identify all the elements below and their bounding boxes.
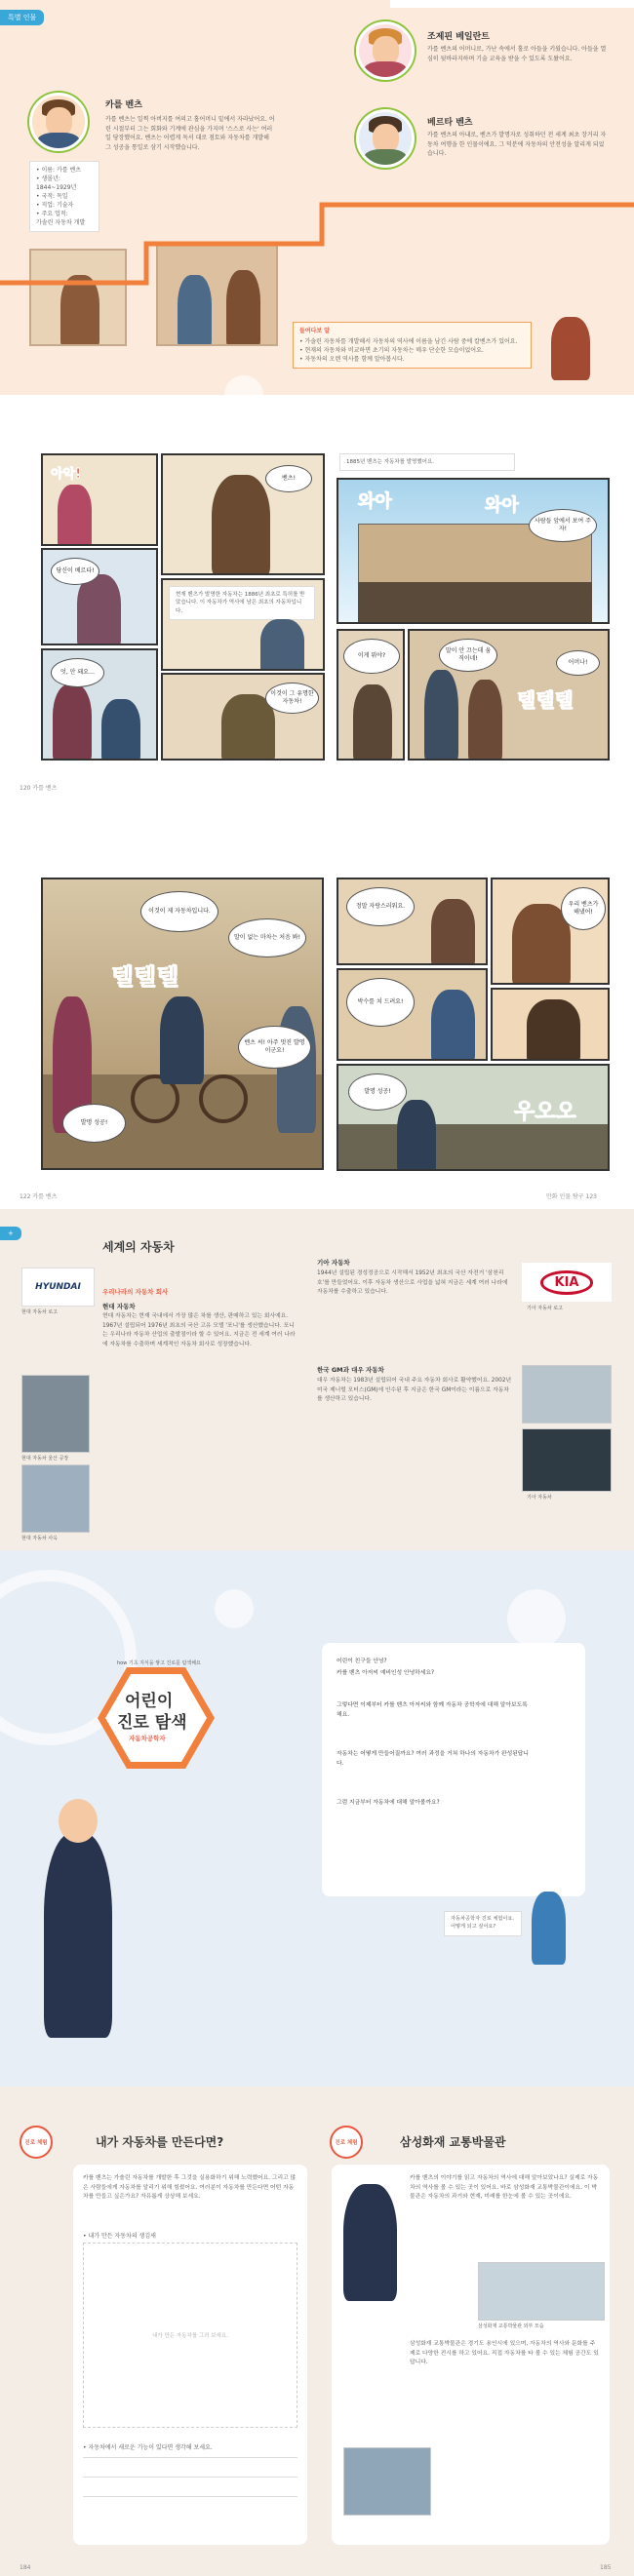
sfx-text: 텔텔텔 xyxy=(111,963,179,991)
museum-photo xyxy=(343,2447,431,2516)
dialog-line: 자동차는 어떻게 만들어질까요? 여러 과정을 거쳐 하나의 자동차가 완성된답니다. xyxy=(337,1751,530,1767)
kia-logo xyxy=(522,1263,612,1302)
comic-panel xyxy=(41,648,158,761)
comic-panel xyxy=(491,988,610,1061)
figure xyxy=(260,619,304,671)
car-wheel xyxy=(199,1074,248,1123)
speech-balloon: 이것이 그 유명한 자동차! xyxy=(265,683,319,714)
activity-intro: 카를 벤츠는 가솔린 자동차를 개발한 후 그것을 실용화하기 위해 노력했어요. 그리고 많은 사람들에게 자동차를 알리기 위해 힘썼어요. 여러분이 자동차를 만든다면 어떤 자동차를 만들고 싶은가요? 자유롭게 상상해 보세요. xyxy=(83,2175,297,2201)
speech-balloon: 말이 없는 마차는 처음 봐! xyxy=(228,918,306,957)
summary-box xyxy=(293,322,532,369)
speech-balloon: 사람들 앞에서 보여 주자! xyxy=(529,509,597,542)
figure xyxy=(397,1100,436,1171)
page-number: 120 카를 벤츠 xyxy=(20,785,58,792)
figure xyxy=(212,475,270,575)
dialog-card xyxy=(322,1643,585,1896)
benz-mini-figure xyxy=(551,317,590,380)
summary-title: 들여다보 알 xyxy=(299,328,331,334)
drawing-placeholder: 내가 만든 자동차를 그려 보세요. xyxy=(152,2333,228,2339)
comic-page-1 xyxy=(0,395,634,800)
activity-card xyxy=(73,2165,307,2545)
car-photo xyxy=(522,1428,612,1492)
answer-line[interactable] xyxy=(83,2477,297,2478)
section-tab: 특별 인물 xyxy=(0,10,44,25)
crowd xyxy=(338,1124,610,1171)
comic-panel xyxy=(161,453,325,575)
speech-balloon: 어머나! xyxy=(556,650,600,676)
photo-caption: 삼성화재 교통박물관 외부 모습 xyxy=(478,2323,544,2329)
comic-panel xyxy=(337,968,488,1061)
sfx-text: 텔텔텔 xyxy=(517,688,574,712)
subheading: 기아 자동차 xyxy=(317,1259,350,1267)
museum-card xyxy=(332,2165,610,2545)
fact: • 직업: 기술자 xyxy=(36,202,74,209)
figure xyxy=(101,699,140,761)
fact: • 국적: 독일 xyxy=(36,193,68,200)
speech-balloon: 이게 뭐야? xyxy=(343,639,400,674)
answer-line[interactable] xyxy=(83,2457,297,2458)
photo-caption: 현대 자동차 사옥 xyxy=(21,1536,58,1542)
speech-balloon: 정말 자랑스러워요. xyxy=(346,887,415,926)
hyundai-logo xyxy=(21,1268,95,1307)
body-text: 현대 자동차는 현재 국내에서 가장 많은 차를 생산, 판매하고 있는 회사예요. 1967년 설립되어 1976년 최초의 국산 고유 모델 '포니'를 생산했습니다. 포니는 우리나라 자동차 산업의 출발점이라 할 수 있어요. 지금은 전 세계 여러 나라에 자동차를 수출하며 세계적인 자동차 회사로 성장했습니다. xyxy=(102,1313,296,1347)
dialog-line: 카를 벤츠 아저씨 예비인성 안녕하세요? xyxy=(337,1670,435,1676)
sfx-text: 와아 xyxy=(358,491,392,512)
page-number-right: 만화 인물 탐구 123 xyxy=(546,1193,597,1200)
mother-portrait xyxy=(356,21,415,80)
museum-text: 삼성화재 교통박물관은 경기도 용인시에 있으며, 자동차의 역사와 문화를 주제로 다양한 전시를 하고 있어요. 직접 자동차를 타 볼 수 있는 체험 공간도 있답니다. xyxy=(410,2341,599,2366)
car-photo xyxy=(522,1365,612,1424)
hyundai-logo-text: HYUNDAI xyxy=(35,1282,81,1292)
comic-page-2 xyxy=(0,800,634,1209)
comic-panel xyxy=(337,478,610,624)
body xyxy=(364,149,406,168)
speech-balloon: 발명 성공! xyxy=(348,1073,407,1111)
figure xyxy=(53,684,92,761)
mother-description: 카를 벤츠의 어머니로, 가난 속에서 홀로 아들을 키웠습니다. 아들을 열심히 뒷바라지하며 기술 교육을 받을 수 있도록 도왔어요. xyxy=(427,46,607,62)
speech-balloon: 벤츠! xyxy=(265,465,312,492)
decor-circle xyxy=(215,1589,254,1628)
summary-line: • 현재의 자동차와 비교하면 초기의 자동차는 매우 단순한 모습이었어요. xyxy=(299,347,484,354)
benz-head xyxy=(59,1799,98,1843)
benz-figure xyxy=(44,1833,112,2038)
factory-photo xyxy=(21,1375,90,1453)
fact: • 주요 업적: xyxy=(36,211,68,217)
decor-strip xyxy=(390,0,634,8)
speech-balloon: 발명 성공! xyxy=(62,1104,126,1143)
speech-balloon: 엇, 안 돼요… xyxy=(51,658,104,687)
body xyxy=(364,61,406,80)
speech-balloon: 우리 벤츠가 해냈어! xyxy=(561,887,606,930)
sfx-text: 와아 xyxy=(485,495,519,516)
speech-balloon: 벤츠 씨! 아주 멋진 발명이군요! xyxy=(238,1026,311,1069)
comic-panel xyxy=(41,548,158,645)
building-photo xyxy=(21,1464,90,1533)
comic-panel xyxy=(337,878,488,965)
speech-balloon: 박수를 쳐 드려요! xyxy=(346,978,415,1027)
career-subtitle: 자동차공학자 xyxy=(129,1735,166,1742)
page-number-right: 185 xyxy=(600,2564,612,2571)
decor-circle xyxy=(224,375,263,395)
career-exploration-page xyxy=(0,1550,634,2087)
page-number-left: 184 xyxy=(20,2564,31,2571)
comic-panel xyxy=(41,453,158,546)
photo-caption: 기아 자동차 xyxy=(527,1495,552,1501)
subheading: 현대 자동차 xyxy=(102,1303,136,1310)
figure xyxy=(353,684,392,761)
activity-badge: 진로 체험 xyxy=(330,2126,363,2159)
summary-line: • 자동차의 오랜 역사를 함께 알아봅시다. xyxy=(299,356,405,363)
activity-question: • 자동차에서 새로운 기능이 있다면 생각해 보세요. xyxy=(83,2444,213,2451)
bertha-description: 카를 벤츠의 아내로, 벤츠가 발명자로 성취하던 전 세계 최초 장거리 자동차 여행을 한 인물이에요. 그 덕분에 자동차의 안전성을 알리게 되었습니다. xyxy=(427,132,607,158)
benz-name: 카를 벤츠 xyxy=(105,100,142,110)
section-heading: 우리나라의 자동차 회사 xyxy=(102,1288,169,1296)
fact: • 이름: 카를 벤츠 xyxy=(36,167,82,174)
comic-panel xyxy=(408,629,610,761)
comic-panel xyxy=(161,578,325,671)
decor-circle xyxy=(507,1589,566,1648)
kia-logo-text: KIA xyxy=(540,1270,594,1295)
comic-panel xyxy=(337,1064,610,1171)
subheading: 한국 GM과 대우 자동차 xyxy=(317,1366,384,1374)
page-title: 세계의 자동차 xyxy=(102,1240,175,1254)
character-intro-page xyxy=(0,0,634,395)
figure xyxy=(58,485,92,546)
fact: • 생몰년: 1844~1929년 xyxy=(36,176,77,191)
bertha-portrait xyxy=(356,109,415,168)
benz-figure xyxy=(343,2184,397,2301)
activity-title: 내가 자동차를 만든다면? xyxy=(96,2135,224,2149)
page-number-left: 122 카를 벤츠 xyxy=(20,1193,58,1200)
body-text: 대우 자동차는 1983년 설립되어 국내 주요 자동차 회사로 활약했어요. 2002년 미국 제너럴 모터스(GM)에 인수된 후 지금은 한국 GM이라는 이름으로 자동차를 생산하고 있습니다. xyxy=(317,1378,512,1403)
body xyxy=(37,133,79,151)
dialog-line: 그럼 지금부터 자동차에 대해 알아볼까요? xyxy=(337,1800,440,1806)
career-title-2: 진로 탐색 xyxy=(117,1713,187,1733)
mother-name: 조제핀 베일란트 xyxy=(427,32,490,42)
logo-caption: 현대 자동차 로고 xyxy=(21,1309,58,1315)
figure xyxy=(468,680,502,761)
crowd xyxy=(358,582,592,624)
activity-question: • 내가 만든 자동차의 생김새 xyxy=(83,2233,156,2240)
kid-figure xyxy=(532,1892,566,1965)
caption-box: 1885년 벤츠는 자동차를 발명했어요. xyxy=(339,453,515,471)
sfx-text: 우오오 xyxy=(514,1100,576,1124)
decor-step-line xyxy=(0,185,634,302)
summary-line: • 가솔린 자동차를 개발해서 자동차의 역사에 이름을 남긴 사람 중에 칼벤츠가 있어요. xyxy=(299,338,518,345)
activity-title: 삼성화재 교통박물관 xyxy=(400,2135,506,2149)
dialog-line: 그렇다면 이제부터 카를 벤츠 아저씨와 함께 자동차 공학자에 대해 알아보도록 해요. xyxy=(337,1702,528,1718)
activity-badge: 진로 체험 xyxy=(20,2126,53,2159)
comic-panel xyxy=(337,629,405,761)
figure xyxy=(527,999,580,1061)
benz-description: 카를 벤츠는 일찍 아버지를 여의고 홀어머니 밑에서 자라났어요. 어린 시절부터 그는 회화와 기계에 관심을 가지며 '스스로 사는' 여러 일 당장했어요. 벤츠는 어렵게 독서 대로 점토와 자동차를 개발해 그 성공을 통일로 삼기 시작했습니다. xyxy=(105,116,275,151)
figure xyxy=(424,670,458,761)
bertha-name: 베르타 벤츠 xyxy=(427,118,473,128)
figure xyxy=(431,899,475,965)
museum-photo xyxy=(478,2262,605,2321)
body-text: 1944년 설립된 경성정공으로 시작해서 1952년 최초의 국산 자전거 '삼천리호'를 만들었어요. 이후 자동차 생산으로 사업을 넓혀 지금은 세계 여러 나라에 자동차를 수출하고 있습니다. xyxy=(317,1270,508,1296)
section-tab: + xyxy=(0,1227,21,1240)
drawing-area[interactable] xyxy=(83,2243,297,2428)
speech-balloon: 이것이 제 자동차입니다. xyxy=(140,891,218,932)
benz-on-car xyxy=(160,996,204,1084)
museum-text: 카를 벤츠의 이야기를 읽고 자동차의 역사에 대해 알아보았나요? 실제로 자동차의 역사를 볼 수 있는 곳이 있어요. 바로 삼성화재 교통박물관이에요. 이 박물관은 자동차의 과거와 현재, 미래를 한눈에 볼 수 있는 곳이에요. xyxy=(410,2175,599,2201)
figure xyxy=(277,1006,316,1133)
sfx-text: 아악! xyxy=(51,467,82,482)
benz-portrait xyxy=(29,93,88,151)
comic-panel xyxy=(491,878,610,985)
photo-caption: 현대 자동차 울산 공장 xyxy=(21,1456,69,1462)
logo-caption: 기아 자동차 로고 xyxy=(527,1306,563,1311)
answer-line[interactable] xyxy=(83,2496,297,2497)
career-title-1: 어린이 xyxy=(125,1692,174,1711)
kid-speech: 자동차공학자 진로 체험이요. 어떻게 되고 싶어요? xyxy=(444,1911,522,1936)
kicker-text: how 기초 지식을 쌓고 진로를 탐색해요 xyxy=(117,1660,201,1666)
world-cars-page xyxy=(0,1209,634,1550)
fact: 가솔린 자동차 개발 xyxy=(36,219,86,226)
comic-panel xyxy=(161,673,325,761)
comic-panel xyxy=(41,878,324,1170)
figure xyxy=(77,574,121,645)
dialog-line: 어린이 친구들 안녕? xyxy=(337,1659,387,1664)
figure xyxy=(431,990,475,1061)
caption-box: 현재 벤츠가 발명한 자동차는 1886년 최초로 특허를 받았습니다. 이 자동차가 역사에 남은 최초의 자동차입니다. xyxy=(169,586,315,620)
speech-balloon: 당신이 베르타! xyxy=(51,558,99,585)
speech-balloon: 말이 안 끄는데 움직이네! xyxy=(439,639,497,672)
activity-pages xyxy=(0,2087,634,2576)
